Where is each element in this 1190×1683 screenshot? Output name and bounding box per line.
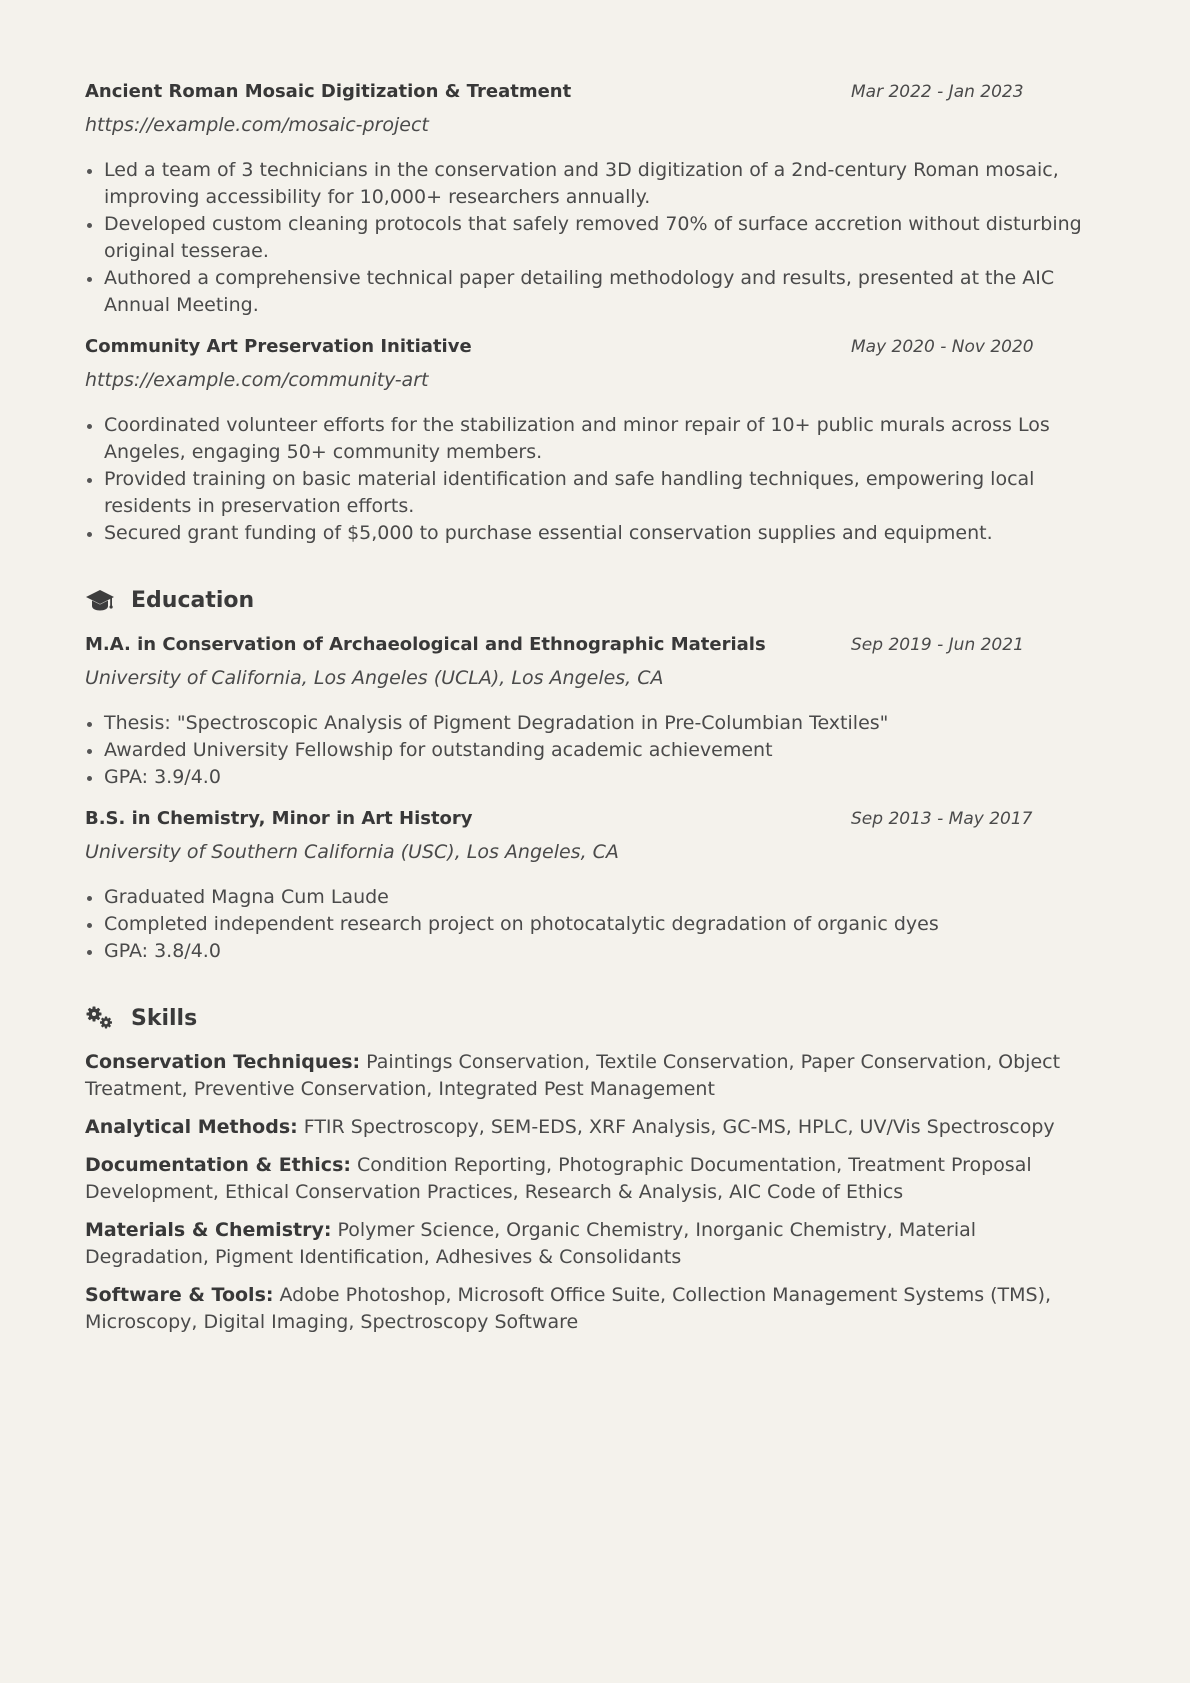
project-entry (85, 78, 1105, 319)
project-link[interactable]: https://example.com/mosaic-project (85, 114, 429, 136)
skill-label: Conservation Techniques: (85, 1051, 361, 1073)
bullet-item: Authored a comprehensive technical paper detailing methodology and results, presented at the AIC Annual Meeting. (85, 265, 1105, 319)
bullet-item: Developed custom cleaning protocols that safely removed 70% of surface accretion without disturbing original tesserae. (85, 211, 1105, 265)
skill-text: Condition Reporting, Photographic Documentation, Treatment Proposal Development, Ethical Conservation Practices, Research & Analysis, AIC Code of Ethics (85, 1154, 1032, 1203)
entry-header (85, 78, 1105, 106)
bullet-item: Secured grant funding of $5,000 to purchase essential conservation supplies and equipment. (85, 520, 1105, 547)
entry-date: Mar 2022 - Jan 2023 (851, 82, 1024, 102)
graduation-cap-icon (85, 588, 115, 612)
entry-header (85, 805, 1105, 833)
skill-row (85, 1114, 1105, 1141)
skill-text: Polymer Science, Organic Chemistry, Inorganic Chemistry, Material Degradation, Pigment Identification, Adhesives & Consolidants (85, 1219, 977, 1268)
bullet-item: Thesis: "Spectroscopic Analysis of Pigment Degradation in Pre-Columbian Textiles" (85, 710, 1105, 737)
institution: University of California, Los Angeles (UCLA), Los Angeles, CA (85, 667, 664, 689)
entry-date: Sep 2019 - Jun 2021 (851, 635, 1024, 655)
skill-row (85, 1152, 1105, 1206)
entry-title: Ancient Roman Mosaic Digitization & Treatment (85, 81, 572, 102)
bullet-list (85, 157, 1105, 319)
entry-title: B.S. in Chemistry, Minor in Art History (85, 808, 473, 829)
entry-header (85, 631, 1105, 659)
bullet-item: Coordinated volunteer efforts for the stabilization and minor repair of 10+ public murals across Los Angeles, engaging 50+ community members. (85, 412, 1105, 466)
entry-date: May 2020 - Nov 2020 (851, 337, 1034, 357)
section-title: Skills (131, 1005, 198, 1031)
bullet-item: Awarded University Fellowship for outstanding academic achievement (85, 737, 1105, 764)
skill-label: Software & Tools: (85, 1284, 274, 1306)
skill-row (85, 1049, 1105, 1103)
bullet-item: Provided training on basic material identification and safe handling techniques, empowering local residents in preservation efforts. (85, 466, 1105, 520)
bullet-list (85, 412, 1105, 547)
skill-row (85, 1217, 1105, 1271)
skill-text: Paintings Conservation, Textile Conservation, Paper Conservation, Object Treatment, Preventive Conservation, Integrated Pest Management (85, 1051, 1061, 1100)
bullet-list (85, 884, 1105, 965)
entry-header (85, 333, 1105, 361)
bullet-item: Led a team of 3 technicians in the conservation and 3D digitization of a 2nd-century Roman mosaic, improving accessibility for 10,000+ researchers annually. (85, 157, 1105, 211)
bullet-item: GPA: 3.9/4.0 (85, 764, 1105, 791)
entry-title: M.A. in Conservation of Archaeological and Ethnographic Materials (85, 634, 766, 655)
education-entry (85, 805, 1105, 965)
skill-label: Documentation & Ethics: (85, 1154, 351, 1176)
section-title: Education (131, 587, 255, 613)
entry-title: Community Art Preservation Initiative (85, 336, 472, 357)
gears-icon (85, 1006, 115, 1030)
bullet-item: Completed independent research project on photocatalytic degradation of organic dyes (85, 911, 1105, 938)
skill-text: Adobe Photoshop, Microsoft Office Suite, Collection Management Systems (TMS), Microscopy, Digital Imaging, Spectroscopy Software (85, 1284, 1052, 1333)
skill-label: Analytical Methods: (85, 1116, 298, 1138)
bullet-item: Graduated Magna Cum Laude (85, 884, 1105, 911)
project-link[interactable]: https://example.com/community-art (85, 369, 429, 391)
entry-date: Sep 2013 - May 2017 (851, 809, 1033, 829)
skill-text: FTIR Spectroscopy, SEM-EDS, XRF Analysis, GC-MS, HPLC, UV/Vis Spectroscopy (303, 1116, 1055, 1138)
skills-section-header (85, 1001, 1105, 1035)
education-section-header (85, 583, 1105, 617)
education-entry (85, 631, 1105, 791)
project-entry (85, 333, 1105, 547)
resume-page (85, 78, 1105, 1347)
bullet-item: GPA: 3.8/4.0 (85, 938, 1105, 965)
skill-label: Materials & Chemistry: (85, 1219, 332, 1241)
bullet-list (85, 710, 1105, 791)
institution: University of Southern California (USC), Los Angeles, CA (85, 841, 619, 863)
skill-row (85, 1282, 1105, 1336)
